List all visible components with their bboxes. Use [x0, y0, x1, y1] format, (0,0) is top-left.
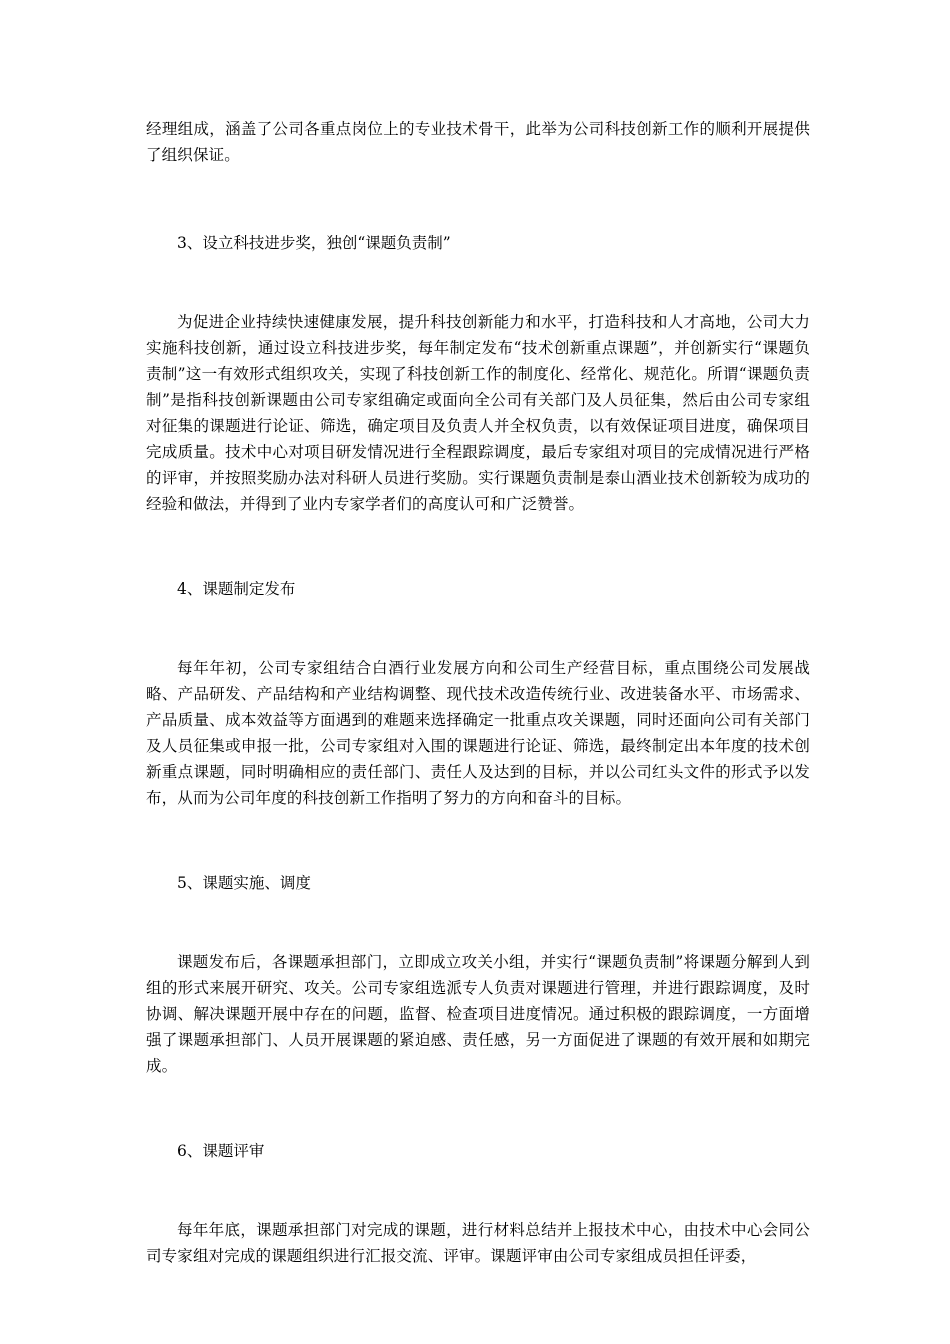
section-6-paragraph: 每年年底，课题承担部门对完成的课题，进行材料总结并上报技术中心，由技术中心会同公司专家组对完成的课题组织进行汇报交流、评审。课题评审由公司专家组成员担任评委， [146, 1221, 810, 1265]
spacer [146, 1164, 810, 1217]
section-5-paragraph: 课题发布后，各课题承担部门，立即成立攻关小组，并实行“课题负责制”将课题分解到人到组的形式来展开研究、攻关。公司专家组选派专人负责对课题进行管理，并进行跟踪调度，及时协调、解决课题开展中存在的问题，监督、检查项目进度情况。通过积极的跟踪调度，一方面增强了课题承担部门、人员开展课题的紧迫感、责任感，另一方面促进了课题的有效开展和如期完成。 [146, 953, 810, 1075]
spacer [146, 602, 810, 655]
section-heading-3: 3、设立科技进步奖，独创“课题负责制” [177, 234, 451, 252]
document-body [146, 116, 810, 1269]
section-3-paragraph: 为促进企业持续快速健康发展，提升科技创新能力和水平，打造科技和人才高地，公司大力实施科技创新，通过设立科技进步奖，每年制定发布“技术创新重点课题”，并创新实行“课题负责制”这一有效形式组织攻关，实现了科技创新工作的制度化、经常化、规范化。所谓“课题负责制”是指科技创新课题由公司专家组确定或面向全公司有关部门及人员征集，然后由公司专家组对征集的课题进行论证、筛选，确定项目及负责人并全权负责，以有效保证项目进度，确保项目完成质量。技术中心对项目研发情况进行全程跟踪调度，最后专家组对项目的完成情况进行严格的评审，并按照奖励办法对科研人员进行奖励。实行课题负责制是泰山酒业技术创新较为成功的经验和做法，并得到了业内专家学者们的高度认可和广泛赞誉。 [146, 313, 810, 513]
spacer [146, 168, 810, 230]
paragraph-continuation: 经理组成，涵盖了公司各重点岗位上的专业技术骨干，此举为公司科技创新工作的顺利开展提供了组织保证。 [146, 120, 810, 164]
spacer [146, 811, 810, 870]
section-4-paragraph: 每年年初，公司专家组结合白酒行业发展方向和公司生产经营目标，重点围绕公司发展战略、产品研发、产品结构和产业结构调整、现代技术改造传统行业、改进装备水平、市场需求、产品质量、成本效益等方面遇到的难题来选择确定一批重点攻关课题，同时还面向公司有关部门及人员征集或申报一批，公司专家组对入围的课题进行论证、筛选，最终制定出本年度的技术创新重点课题，同时明确相应的责任部门、责任人及达到的目标，并以公司红头文件的形式予以发布，从而为公司年度的科技创新工作指明了努力的方向和奋斗的目标。 [146, 659, 810, 807]
section-heading-6: 6、课题评审 [177, 1142, 265, 1160]
spacer [146, 1079, 810, 1138]
section-heading-4: 4、课题制定发布 [177, 580, 296, 598]
spacer [146, 517, 810, 576]
spacer [146, 256, 810, 309]
spacer [146, 896, 810, 949]
section-heading-5: 5、课题实施、调度 [177, 874, 311, 892]
